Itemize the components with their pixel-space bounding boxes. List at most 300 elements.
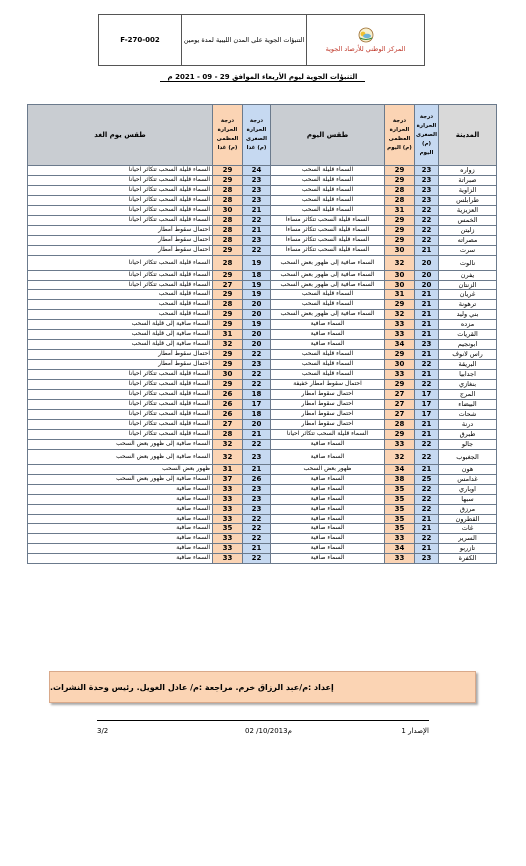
weather-tomorrow-cell: السماء صافية إلى قليلة السحب bbox=[28, 320, 213, 330]
max-temp-today-cell: 29 bbox=[385, 300, 415, 310]
table-row bbox=[28, 330, 497, 340]
table-row bbox=[28, 280, 497, 290]
weather-today-cell: السماء صافية إلى ظهور بعض السحب bbox=[271, 270, 385, 280]
max-temp-tomorrow-cell: 29 bbox=[213, 360, 243, 370]
min-temp-today-cell: 23 bbox=[415, 166, 439, 176]
min-temp-tomorrow-cell: 19 bbox=[243, 290, 271, 300]
city-cell: ابونجيم bbox=[439, 340, 497, 350]
weather-tomorrow-cell: السماء قليلة السحب تتكاثر احيانا bbox=[28, 390, 213, 400]
min-temp-today-cell: 22 bbox=[415, 360, 439, 370]
max-temp-today-cell: 31 bbox=[385, 205, 415, 215]
weather-today-cell: السماء قليلة السحب تتكاثر مساءا bbox=[271, 235, 385, 245]
weather-tomorrow-cell: السماء قليلة السحب تتكاثر احيانا bbox=[28, 270, 213, 280]
weather-tomorrow-cell: السماء قليلة السحب تتكاثر احيانا bbox=[28, 429, 213, 439]
max-temp-tomorrow-cell: 28 bbox=[213, 255, 243, 270]
min-temp-today-cell: 20 bbox=[415, 270, 439, 280]
max-temp-today-cell: 35 bbox=[385, 514, 415, 524]
organization-name: المركز الوطني للأرصاد الجوية bbox=[325, 45, 406, 53]
min-temp-today-cell: 25 bbox=[415, 474, 439, 484]
city-cell: العزيزية bbox=[439, 205, 497, 215]
weather-today-cell: السماء قليلة السحب bbox=[271, 350, 385, 360]
table-row bbox=[28, 464, 497, 474]
organization-block bbox=[307, 15, 424, 65]
table-row bbox=[28, 504, 497, 514]
city-cell: نالوت bbox=[439, 255, 497, 270]
weather-tomorrow-cell: السماء قليلة السحب تتكاثر احيانا bbox=[28, 399, 213, 409]
prepared-by-text: إعداد :م/عبد الرزاق خرم. مراجعة :م/ عادل الغويل. رئيس وحدة النشرات. bbox=[50, 682, 334, 692]
city-cell: الكفرة bbox=[439, 554, 497, 564]
city-cell: المرج bbox=[439, 390, 497, 400]
min-temp-today-cell: 22 bbox=[415, 439, 439, 449]
max-temp-today-cell: 27 bbox=[385, 390, 415, 400]
weather-today-cell: احتمال سقوط امطار bbox=[271, 390, 385, 400]
weather-today-cell: احتمال سقوط امطار bbox=[271, 419, 385, 429]
document-header bbox=[98, 14, 425, 66]
min-temp-tomorrow-cell: 22 bbox=[243, 554, 271, 564]
table-row bbox=[28, 255, 497, 270]
max-temp-today-cell: 35 bbox=[385, 504, 415, 514]
table-row bbox=[28, 320, 497, 330]
weather-today-cell: السماء صافية bbox=[271, 439, 385, 449]
city-cell: شحات bbox=[439, 409, 497, 419]
city-cell: درنة bbox=[439, 419, 497, 429]
max-temp-today-cell: 29 bbox=[385, 175, 415, 185]
table-row bbox=[28, 340, 497, 350]
weather-tomorrow-cell: السماء صافية إلى ظهور بعض السحب bbox=[28, 474, 213, 484]
table-row bbox=[28, 399, 497, 409]
city-cell: الزاوية bbox=[439, 185, 497, 195]
table-row bbox=[28, 554, 497, 564]
city-cell: السرير bbox=[439, 534, 497, 544]
min-temp-today-cell: 17 bbox=[415, 409, 439, 419]
weather-today-cell: السماء صافية bbox=[271, 504, 385, 514]
max-temp-tomorrow-cell: 26 bbox=[213, 399, 243, 409]
table-row bbox=[28, 290, 497, 300]
min-temp-tomorrow-cell: 22 bbox=[243, 534, 271, 544]
max-temp-tomorrow-cell: 26 bbox=[213, 409, 243, 419]
table-row bbox=[28, 494, 497, 504]
city-cell: مرزق bbox=[439, 504, 497, 514]
max-temp-tomorrow-cell: 31 bbox=[213, 464, 243, 474]
min-temp-today-cell: 22 bbox=[415, 494, 439, 504]
max-temp-today-cell: 29 bbox=[385, 350, 415, 360]
weather-today-cell: احتمال سقوط امطار bbox=[271, 409, 385, 419]
col-header-max-today: درجة الحرارة العظمى (م) اليوم bbox=[385, 105, 415, 166]
col-header-max-tomorrow: درجة الحرارة العظمى (م) غدا bbox=[213, 105, 243, 166]
max-temp-today-cell: 30 bbox=[385, 245, 415, 255]
weather-today-cell: السماء قليلة السحب bbox=[271, 195, 385, 205]
max-temp-today-cell: 28 bbox=[385, 185, 415, 195]
col-header-city: المدينة bbox=[439, 105, 497, 166]
city-cell: غات bbox=[439, 524, 497, 534]
min-temp-today-cell: 23 bbox=[415, 195, 439, 205]
max-temp-tomorrow-cell: 30 bbox=[213, 370, 243, 380]
min-temp-tomorrow-cell: 23 bbox=[243, 185, 271, 195]
weather-today-cell: السماء قليلة السحب bbox=[271, 205, 385, 215]
max-temp-tomorrow-cell: 32 bbox=[213, 439, 243, 449]
weather-today-cell: السماء صافية إلى ظهور بعض السحب bbox=[271, 255, 385, 270]
max-temp-tomorrow-cell: 33 bbox=[213, 544, 243, 554]
min-temp-tomorrow-cell: 22 bbox=[243, 350, 271, 360]
max-temp-today-cell: 33 bbox=[385, 320, 415, 330]
min-temp-tomorrow-cell: 18 bbox=[243, 390, 271, 400]
weather-today-cell: السماء قليلة السحب bbox=[271, 166, 385, 176]
max-temp-today-cell: 33 bbox=[385, 534, 415, 544]
weather-tomorrow-cell: السماء صافية bbox=[28, 554, 213, 564]
weather-tomorrow-cell: احتمال سقوط أمطار bbox=[28, 350, 213, 360]
city-cell: جالو bbox=[439, 439, 497, 449]
min-temp-today-cell: 23 bbox=[415, 185, 439, 195]
max-temp-today-cell: 29 bbox=[385, 166, 415, 176]
table-row bbox=[28, 300, 497, 310]
city-cell: اجدابيا bbox=[439, 370, 497, 380]
min-temp-tomorrow-cell: 17 bbox=[243, 399, 271, 409]
max-temp-tomorrow-cell: 26 bbox=[213, 390, 243, 400]
col-header-weather-tomorrow: طقس يوم الغد bbox=[28, 105, 213, 166]
weather-today-cell: السماء صافية bbox=[271, 534, 385, 544]
meteorological-center-logo-icon bbox=[356, 27, 376, 43]
min-temp-tomorrow-cell: 23 bbox=[243, 235, 271, 245]
min-temp-tomorrow-cell: 22 bbox=[243, 524, 271, 534]
min-temp-today-cell: 20 bbox=[415, 255, 439, 270]
max-temp-tomorrow-cell: 33 bbox=[213, 534, 243, 544]
max-temp-today-cell: 30 bbox=[385, 280, 415, 290]
table-row bbox=[28, 360, 497, 370]
table-row bbox=[28, 245, 497, 255]
max-temp-tomorrow-cell: 29 bbox=[213, 310, 243, 320]
min-temp-today-cell: 22 bbox=[415, 380, 439, 390]
table-row bbox=[28, 429, 497, 439]
table-header-row bbox=[28, 105, 497, 166]
city-cell: البيضاء bbox=[439, 399, 497, 409]
max-temp-today-cell: 33 bbox=[385, 439, 415, 449]
city-cell: طرابلس bbox=[439, 195, 497, 205]
weather-today-cell: السماء قليلة السحب bbox=[271, 300, 385, 310]
table-row bbox=[28, 215, 497, 225]
max-temp-tomorrow-cell: 28 bbox=[213, 429, 243, 439]
min-temp-tomorrow-cell: 23 bbox=[243, 175, 271, 185]
max-temp-tomorrow-cell: 30 bbox=[213, 205, 243, 215]
weather-today-cell: السماء قليلة السحب تتكاثر احيانا bbox=[271, 429, 385, 439]
min-temp-today-cell: 23 bbox=[415, 175, 439, 185]
table-row bbox=[28, 514, 497, 524]
min-temp-tomorrow-cell: 23 bbox=[243, 360, 271, 370]
min-temp-today-cell: 21 bbox=[415, 310, 439, 320]
max-temp-tomorrow-cell: 29 bbox=[213, 166, 243, 176]
min-temp-tomorrow-cell: 20 bbox=[243, 300, 271, 310]
city-cell: القريات bbox=[439, 330, 497, 340]
weather-tomorrow-cell: السماء قليلة السحب تتكاثر احيانا bbox=[28, 185, 213, 195]
weather-today-cell: السماء صافية bbox=[271, 330, 385, 340]
forecast-table-body bbox=[28, 166, 497, 564]
min-temp-today-cell: 21 bbox=[415, 464, 439, 474]
max-temp-tomorrow-cell: 28 bbox=[213, 185, 243, 195]
weather-today-cell: السماء صافية bbox=[271, 494, 385, 504]
min-temp-tomorrow-cell: 22 bbox=[243, 439, 271, 449]
min-temp-today-cell: 22 bbox=[415, 205, 439, 215]
min-temp-tomorrow-cell: 22 bbox=[243, 370, 271, 380]
min-temp-today-cell: 22 bbox=[415, 504, 439, 514]
weather-today-cell: السماء قليلة السحب bbox=[271, 360, 385, 370]
max-temp-today-cell: 30 bbox=[385, 360, 415, 370]
max-temp-tomorrow-cell: 35 bbox=[213, 524, 243, 534]
city-cell: سبها bbox=[439, 494, 497, 504]
weather-tomorrow-cell: السماء صافية bbox=[28, 514, 213, 524]
table-row bbox=[28, 474, 497, 484]
min-temp-tomorrow-cell: 20 bbox=[243, 419, 271, 429]
city-cell: يفرن bbox=[439, 270, 497, 280]
min-temp-tomorrow-cell: 22 bbox=[243, 380, 271, 390]
weather-tomorrow-cell: السماء صافية bbox=[28, 484, 213, 494]
min-temp-tomorrow-cell: 18 bbox=[243, 270, 271, 280]
min-temp-today-cell: 21 bbox=[415, 370, 439, 380]
table-row bbox=[28, 235, 497, 245]
weather-tomorrow-cell: السماء صافية bbox=[28, 524, 213, 534]
city-cell: ترهونة bbox=[439, 300, 497, 310]
weather-tomorrow-cell: السماء صافية إلى ظهور بعض السحب bbox=[28, 439, 213, 449]
min-temp-tomorrow-cell: 23 bbox=[243, 195, 271, 205]
weather-tomorrow-cell: ظهور بعض السحب bbox=[28, 464, 213, 474]
weather-tomorrow-cell: السماء قليلة السحب تتكاثر احيانا bbox=[28, 255, 213, 270]
city-cell: الزنتان bbox=[439, 280, 497, 290]
weather-today-cell: السماء صافية bbox=[271, 554, 385, 564]
min-temp-tomorrow-cell: 21 bbox=[243, 464, 271, 474]
max-temp-today-cell: 35 bbox=[385, 484, 415, 494]
max-temp-today-cell: 33 bbox=[385, 370, 415, 380]
weather-today-cell: السماء صافية إلى ظهور بعض السحب bbox=[271, 310, 385, 320]
weather-today-cell: السماء صافية bbox=[271, 544, 385, 554]
min-temp-today-cell: 22 bbox=[415, 449, 439, 464]
weather-today-cell: احتمال سقوط امطار خفيفة bbox=[271, 380, 385, 390]
max-temp-tomorrow-cell: 29 bbox=[213, 175, 243, 185]
max-temp-today-cell: 29 bbox=[385, 235, 415, 245]
weather-today-cell: السماء قليلة السحب تتكاثر مساءا bbox=[271, 225, 385, 235]
max-temp-tomorrow-cell: 28 bbox=[213, 215, 243, 225]
max-temp-today-cell: 32 bbox=[385, 449, 415, 464]
weather-today-cell: السماء قليلة السحب bbox=[271, 175, 385, 185]
city-cell: راس لانوف bbox=[439, 350, 497, 360]
max-temp-today-cell: 29 bbox=[385, 215, 415, 225]
weather-tomorrow-cell: السماء قليلة السحب bbox=[28, 310, 213, 320]
min-temp-today-cell: 21 bbox=[415, 350, 439, 360]
city-cell: سرت bbox=[439, 245, 497, 255]
weather-tomorrow-cell: السماء قليلة السحب تتكاثر احيانا bbox=[28, 370, 213, 380]
min-temp-today-cell: 22 bbox=[415, 235, 439, 245]
col-header-min-today: درجة الحرارة الصغرى (م) اليوم bbox=[415, 105, 439, 166]
max-temp-tomorrow-cell: 32 bbox=[213, 340, 243, 350]
max-temp-tomorrow-cell: 29 bbox=[213, 380, 243, 390]
max-temp-today-cell: 27 bbox=[385, 399, 415, 409]
weather-today-cell: احتمال سقوط امطار bbox=[271, 399, 385, 409]
min-temp-today-cell: 23 bbox=[415, 340, 439, 350]
city-cell: صبراتة bbox=[439, 175, 497, 185]
min-temp-tomorrow-cell: 22 bbox=[243, 215, 271, 225]
table-row bbox=[28, 205, 497, 215]
weather-tomorrow-cell: السماء صافية إلى قليلة السحب bbox=[28, 330, 213, 340]
weather-today-cell: السماء صافية bbox=[271, 340, 385, 350]
weather-today-cell: السماء صافية bbox=[271, 449, 385, 464]
city-cell: البريقة bbox=[439, 360, 497, 370]
min-temp-tomorrow-cell: 20 bbox=[243, 340, 271, 350]
table-row bbox=[28, 484, 497, 494]
city-cell: هون bbox=[439, 464, 497, 474]
max-temp-tomorrow-cell: 32 bbox=[213, 449, 243, 464]
max-temp-tomorrow-cell: 29 bbox=[213, 245, 243, 255]
col-header-min-tomorrow: درجة الحرارة الصغرى (م) غدا bbox=[243, 105, 271, 166]
max-temp-today-cell: 38 bbox=[385, 474, 415, 484]
weather-today-cell: السماء قليلة السحب تتكاثر مساءا bbox=[271, 245, 385, 255]
city-cell: القطرون bbox=[439, 514, 497, 524]
weather-tomorrow-cell: السماء قليلة السحب تتكاثر احيانا bbox=[28, 205, 213, 215]
max-temp-today-cell: 32 bbox=[385, 310, 415, 320]
min-temp-tomorrow-cell: 21 bbox=[243, 205, 271, 215]
min-temp-today-cell: 21 bbox=[415, 330, 439, 340]
max-temp-tomorrow-cell: 28 bbox=[213, 300, 243, 310]
table-row bbox=[28, 370, 497, 380]
max-temp-tomorrow-cell: 28 bbox=[213, 235, 243, 245]
document-title: التنبؤات الجوية على المدن الليبية لمدة يومين bbox=[182, 15, 307, 65]
table-row bbox=[28, 524, 497, 534]
table-row bbox=[28, 350, 497, 360]
max-temp-today-cell: 33 bbox=[385, 330, 415, 340]
table-row bbox=[28, 544, 497, 554]
min-temp-today-cell: 21 bbox=[415, 419, 439, 429]
min-temp-tomorrow-cell: 21 bbox=[243, 225, 271, 235]
weather-tomorrow-cell: السماء صافية bbox=[28, 544, 213, 554]
min-temp-today-cell: 21 bbox=[415, 300, 439, 310]
table-row bbox=[28, 175, 497, 185]
col-header-weather-today: طقس اليوم bbox=[271, 105, 385, 166]
weather-tomorrow-cell: السماء صافية bbox=[28, 494, 213, 504]
max-temp-today-cell: 31 bbox=[385, 290, 415, 300]
max-temp-tomorrow-cell: 33 bbox=[213, 504, 243, 514]
weather-tomorrow-cell: السماء قليلة السحب تتكاثر احيانا bbox=[28, 195, 213, 205]
min-temp-today-cell: 21 bbox=[415, 320, 439, 330]
table-row bbox=[28, 185, 497, 195]
bulletin-subtitle: التنبؤات الجوية ليوم الأربعاء الموافق 29 - 09 - 2021 م bbox=[160, 73, 365, 82]
weather-tomorrow-cell: السماء قليلة السحب تتكاثر احيانا bbox=[28, 409, 213, 419]
max-temp-tomorrow-cell: 29 bbox=[213, 290, 243, 300]
min-temp-today-cell: 22 bbox=[415, 215, 439, 225]
max-temp-today-cell: 28 bbox=[385, 419, 415, 429]
weather-today-cell: السماء صافية bbox=[271, 474, 385, 484]
weather-tomorrow-cell: احتمال سقوط أمطار bbox=[28, 235, 213, 245]
max-temp-tomorrow-cell: 29 bbox=[213, 350, 243, 360]
weather-tomorrow-cell: السماء صافية bbox=[28, 504, 213, 514]
min-temp-tomorrow-cell: 24 bbox=[243, 166, 271, 176]
max-temp-tomorrow-cell: 27 bbox=[213, 280, 243, 290]
page-footer bbox=[97, 720, 429, 739]
weather-tomorrow-cell: السماء صافية إلى قليلة السحب bbox=[28, 340, 213, 350]
table-row bbox=[28, 390, 497, 400]
min-temp-today-cell: 17 bbox=[415, 399, 439, 409]
weather-today-cell: السماء قليلة السحب bbox=[271, 290, 385, 300]
form-code: F-270-002 bbox=[99, 15, 182, 65]
min-temp-today-cell: 22 bbox=[415, 534, 439, 544]
weather-tomorrow-cell: السماء قليلة السحب bbox=[28, 290, 213, 300]
max-temp-today-cell: 32 bbox=[385, 255, 415, 270]
min-temp-today-cell: 17 bbox=[415, 390, 439, 400]
forecast-table bbox=[27, 104, 497, 564]
table-row bbox=[28, 409, 497, 419]
min-temp-today-cell: 22 bbox=[415, 225, 439, 235]
weather-today-cell: السماء قليلة السحب تتكاثر مساءا bbox=[271, 215, 385, 225]
max-temp-today-cell: 29 bbox=[385, 380, 415, 390]
max-temp-today-cell: 34 bbox=[385, 544, 415, 554]
prepared-by-bar bbox=[49, 671, 476, 703]
city-cell: بني وليد bbox=[439, 310, 497, 320]
min-temp-tomorrow-cell: 22 bbox=[243, 514, 271, 524]
table-row bbox=[28, 195, 497, 205]
max-temp-tomorrow-cell: 27 bbox=[213, 419, 243, 429]
city-cell: اوباري bbox=[439, 484, 497, 494]
weather-today-cell: السماء قليلة السحب bbox=[271, 185, 385, 195]
city-cell: تازربو bbox=[439, 544, 497, 554]
min-temp-tomorrow-cell: 23 bbox=[243, 484, 271, 494]
min-temp-tomorrow-cell: 26 bbox=[243, 474, 271, 484]
max-temp-today-cell: 35 bbox=[385, 494, 415, 504]
max-temp-today-cell: 34 bbox=[385, 340, 415, 350]
max-temp-tomorrow-cell: 33 bbox=[213, 494, 243, 504]
min-temp-tomorrow-cell: 21 bbox=[243, 544, 271, 554]
min-temp-tomorrow-cell: 21 bbox=[243, 429, 271, 439]
weather-tomorrow-cell: احتمال سقوط أمطار bbox=[28, 225, 213, 235]
max-temp-tomorrow-cell: 29 bbox=[213, 320, 243, 330]
min-temp-today-cell: 20 bbox=[415, 280, 439, 290]
weather-tomorrow-cell: السماء صافية bbox=[28, 534, 213, 544]
max-temp-tomorrow-cell: 33 bbox=[213, 514, 243, 524]
max-temp-today-cell: 29 bbox=[385, 225, 415, 235]
weather-today-cell: السماء صافية bbox=[271, 320, 385, 330]
city-cell: زليتن bbox=[439, 225, 497, 235]
min-temp-tomorrow-cell: 23 bbox=[243, 449, 271, 464]
city-cell: طبرق bbox=[439, 429, 497, 439]
max-temp-tomorrow-cell: 31 bbox=[213, 330, 243, 340]
city-cell: الجغبوب bbox=[439, 449, 497, 464]
max-temp-today-cell: 34 bbox=[385, 464, 415, 474]
min-temp-today-cell: 21 bbox=[415, 514, 439, 524]
city-cell: زواره bbox=[439, 166, 497, 176]
min-temp-today-cell: 21 bbox=[415, 429, 439, 439]
min-temp-today-cell: 21 bbox=[415, 290, 439, 300]
max-temp-today-cell: 35 bbox=[385, 524, 415, 534]
min-temp-tomorrow-cell: 19 bbox=[243, 280, 271, 290]
max-temp-today-cell: 29 bbox=[385, 429, 415, 439]
min-temp-tomorrow-cell: 22 bbox=[243, 245, 271, 255]
weather-tomorrow-cell: السماء قليلة السحب تتكاثر احيانا bbox=[28, 175, 213, 185]
table-row bbox=[28, 225, 497, 235]
table-row bbox=[28, 449, 497, 464]
edition-label: الإصدار 1 bbox=[401, 727, 429, 735]
min-temp-tomorrow-cell: 23 bbox=[243, 494, 271, 504]
weather-today-cell: السماء صافية إلى ظهور بعض السحب bbox=[271, 280, 385, 290]
max-temp-tomorrow-cell: 33 bbox=[213, 484, 243, 494]
weather-tomorrow-cell: السماء قليلة السحب bbox=[28, 300, 213, 310]
table-row bbox=[28, 310, 497, 320]
max-temp-tomorrow-cell: 29 bbox=[213, 270, 243, 280]
weather-tomorrow-cell: السماء قليلة السحب تتكاثر احيانا bbox=[28, 280, 213, 290]
table-row bbox=[28, 439, 497, 449]
max-temp-tomorrow-cell: 28 bbox=[213, 195, 243, 205]
max-temp-tomorrow-cell: 33 bbox=[213, 554, 243, 564]
city-cell: بنغازي bbox=[439, 380, 497, 390]
weather-tomorrow-cell: السماء قليلة السحب تتكاثر احيانا bbox=[28, 419, 213, 429]
min-temp-tomorrow-cell: 23 bbox=[243, 504, 271, 514]
min-temp-tomorrow-cell: 20 bbox=[243, 310, 271, 320]
min-temp-today-cell: 23 bbox=[415, 554, 439, 564]
weather-today-cell: ظهور بعض السحب bbox=[271, 464, 385, 474]
weather-tomorrow-cell: احتمال سقوط أمطار bbox=[28, 360, 213, 370]
